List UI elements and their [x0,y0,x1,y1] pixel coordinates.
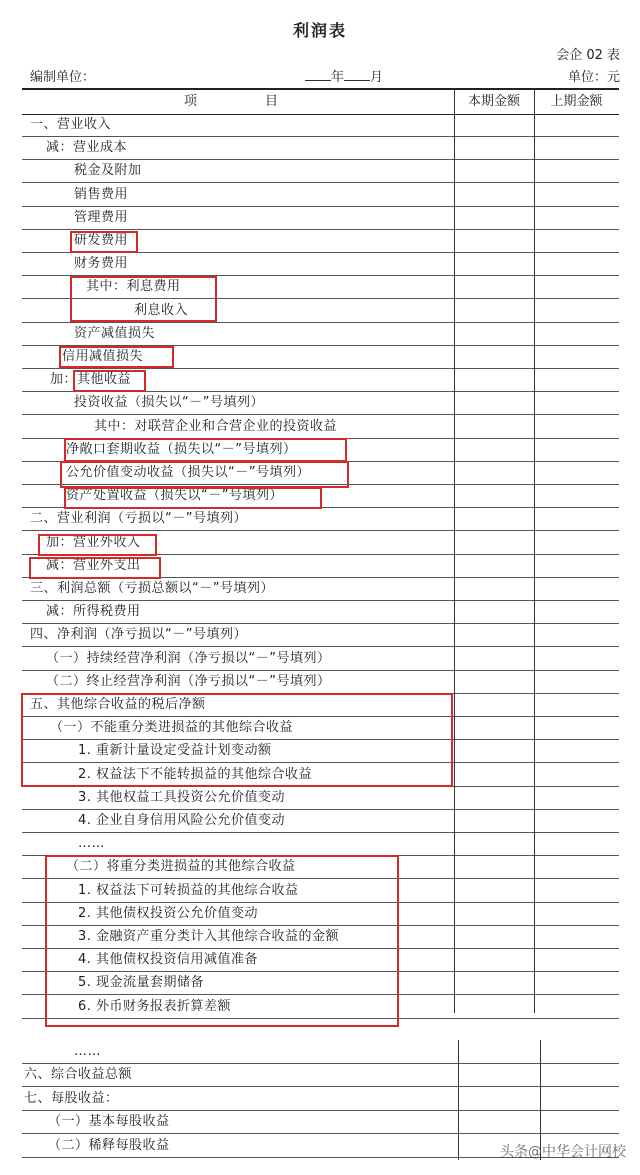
row-label: （一）持续经营净利润（净亏损以“－”号填列） [46,650,331,666]
row-label: （一）不能重分类进损益的其他综合收益 [50,720,294,736]
row-label: 财务费用 [74,256,129,272]
table-row [22,879,619,903]
previous-amount-cell[interactable] [534,206,619,229]
current-amount-cell[interactable] [454,136,534,159]
table-row [22,159,619,183]
current-amount-cell[interactable] [454,531,534,554]
current-amount-cell[interactable] [454,206,534,229]
previous-amount-cell[interactable] [534,415,619,438]
previous-amount-cell[interactable] [534,647,619,670]
previous-amount-cell[interactable] [534,136,619,159]
table-row [22,832,619,856]
current-amount-cell[interactable] [454,948,534,971]
current-amount-cell[interactable] [454,925,534,948]
row-label: …… [74,1044,101,1059]
row-label: 研发费用 [74,233,129,248]
row-label: 1. 权益法下可转损益的其他综合收益 [78,882,299,898]
table-row [22,229,619,253]
previous-amount-cell[interactable] [534,855,619,878]
previous-amount-cell[interactable] [534,275,619,298]
row-label: 税金及附加 [74,163,142,179]
unit-label: 单位：元 [567,70,620,85]
table-row [22,1040,619,1064]
row-label: 2. 其他债权投资公允价值变动 [78,905,259,921]
current-amount-cell[interactable] [454,554,534,577]
table-row [22,391,619,415]
col-item: 项 目 [183,94,292,109]
table-row [22,275,619,299]
row-label: （二）终止经营净利润（净亏损以“－”号填列） [46,673,331,689]
table-row [22,855,619,879]
current-amount-cell[interactable] [454,577,534,600]
previous-amount-cell[interactable] [534,531,619,554]
table-row [22,252,619,276]
current-amount-cell[interactable] [454,879,534,902]
watermark: 头条@中华会计网校 [500,1144,626,1160]
table-row [22,484,619,508]
current-amount-cell[interactable] [454,507,534,530]
col-current: 本期金额 [467,94,520,109]
previous-amount-cell[interactable] [534,809,619,832]
previous-amount-cell[interactable] [534,252,619,275]
row-label: 6. 外币财务报表折算差额 [78,998,232,1014]
previous-amount-cell[interactable] [534,902,619,925]
row-label: 减：营业成本 [46,140,128,156]
table-row [22,507,619,531]
table-row [22,948,619,972]
row-label: 信用减值损失 [62,349,144,364]
table-row [22,600,619,624]
previous-amount-cell[interactable] [534,345,619,368]
previous-amount-cell[interactable] [534,925,619,948]
current-amount-cell[interactable] [454,461,534,484]
row-label: 投资收益（损失以“－”号填列） [74,395,264,411]
previous-amount-cell[interactable] [534,693,619,716]
table-row [22,554,619,578]
prepared-by-label: 编制单位： [30,70,96,85]
previous-amount-cell[interactable] [534,786,619,809]
table-row [22,716,619,740]
table-row [22,531,619,555]
row-label: 1. 重新计量设定受益计划变动额 [78,743,272,759]
table-header [22,88,619,115]
current-amount-cell[interactable] [454,902,534,925]
previous-amount-cell[interactable] [534,113,619,136]
previous-amount-cell[interactable] [534,995,619,1018]
current-amount-cell[interactable] [454,971,534,994]
table-row [22,461,619,485]
form-code: 会企 02 表 [556,48,620,63]
table-row [22,299,619,323]
row-label: 六、综合收益总额 [24,1067,133,1083]
table-row [22,345,619,369]
current-amount-cell[interactable] [454,415,534,438]
table-row [22,1110,619,1134]
period-date [305,66,383,85]
row-label: 2. 权益法下不能转损益的其他综合收益 [78,766,313,782]
table-row [22,739,619,763]
row-label: 五、其他综合收益的税后净额 [30,697,206,712]
table-row [22,925,619,949]
previous-amount-cell[interactable] [534,879,619,902]
row-label: 利息收入 [134,302,189,318]
table-row [22,995,619,1019]
current-amount-cell[interactable] [454,693,534,716]
row-label: 加：其他收益 [50,372,132,388]
row-label: 其中：利息费用 [86,279,181,295]
column-divider [458,1040,459,1160]
previous-amount-cell[interactable] [534,623,619,646]
current-amount-cell[interactable] [454,299,534,322]
previous-amount-cell[interactable] [534,739,619,762]
table-row [22,113,619,137]
previous-amount-cell[interactable] [534,484,619,507]
row-label: 销售费用 [74,186,129,202]
table-row [22,670,619,694]
current-amount-cell[interactable] [454,229,534,252]
previous-amount-cell[interactable] [534,971,619,994]
row-label: 加：营业外收入 [46,534,141,550]
current-amount-cell[interactable] [454,600,534,623]
current-amount-cell[interactable] [454,670,534,693]
table-row [22,322,619,346]
row-label: 资产处置收益（损失以“－”号填列） [66,488,283,504]
current-amount-cell[interactable] [454,786,534,809]
current-amount-cell[interactable] [454,345,534,368]
previous-amount-cell[interactable] [534,159,619,182]
previous-amount-cell[interactable] [534,322,619,345]
row-label: （二）将重分类进损益的其他综合收益 [66,859,296,875]
column-divider [534,88,535,1013]
previous-amount-cell[interactable] [534,368,619,391]
page-title: 利润表 [292,21,347,40]
row-label: 减：所得税费用 [46,604,141,620]
column-divider [454,88,455,1013]
previous-amount-cell[interactable] [534,391,619,414]
row-label: 5. 现金流量套期储备 [78,975,205,991]
current-amount-cell[interactable] [454,275,534,298]
month-suffix: 月 [370,70,384,85]
row-label: 一、营业收入 [30,117,112,132]
row-label: 其中：对联营企业和合营企业的投资收益 [94,418,338,434]
previous-amount-cell[interactable] [534,183,619,206]
row-label: 三、利润总额（亏损总额以“－”号填列） [30,581,274,596]
row-label: （一）基本每股收益 [48,1114,170,1130]
current-amount-cell[interactable] [454,623,534,646]
current-amount-cell[interactable] [454,739,534,762]
table-row [22,415,619,439]
current-amount-cell[interactable] [454,391,534,414]
previous-amount-cell[interactable] [534,716,619,739]
row-label: 净敞口套期收益（损失以“－”号填列） [66,441,297,457]
table-row [22,438,619,462]
previous-amount-cell[interactable] [534,577,619,600]
row-label: 二、营业利润（亏损以“－”号填列） [30,511,247,527]
previous-amount-cell[interactable] [534,948,619,971]
row-label: 4. 其他债权投资信用减值准备 [78,952,259,968]
row-label: 七、每股收益： [24,1090,119,1106]
previous-amount-cell[interactable] [534,299,619,322]
table-row [22,206,619,230]
previous-amount-cell[interactable] [534,832,619,855]
current-amount-cell[interactable] [454,322,534,345]
row-label: （二）稀释每股收益 [48,1137,170,1153]
table-row [22,763,619,787]
previous-amount-cell[interactable] [534,438,619,461]
previous-amount-cell[interactable] [534,461,619,484]
previous-amount-cell[interactable] [534,670,619,693]
table-row [22,786,619,810]
table-row [22,647,619,671]
table-row [22,136,619,160]
current-amount-cell[interactable] [454,183,534,206]
row-label: 四、净利润（净亏损以“－”号填列） [30,627,247,643]
current-amount-cell[interactable] [454,832,534,855]
current-amount-cell[interactable] [454,368,534,391]
table-row [22,809,619,833]
current-amount-cell[interactable] [454,855,534,878]
previous-amount-cell[interactable] [534,763,619,786]
current-amount-cell[interactable] [454,252,534,275]
table-row [22,1087,619,1111]
current-amount-cell[interactable] [454,438,534,461]
row-label: 管理费用 [74,209,129,225]
current-amount-cell[interactable] [454,647,534,670]
row-label: 3. 其他权益工具投资公允价值变动 [78,789,286,805]
row-label: …… [78,836,105,852]
table-row [22,368,619,392]
row-label: 公允价值变动收益（损失以“－”号填列） [66,465,310,480]
previous-amount-cell[interactable] [534,229,619,252]
current-amount-cell[interactable] [454,809,534,832]
current-amount-cell[interactable] [454,484,534,507]
table-row [22,902,619,926]
current-amount-cell[interactable] [454,113,534,136]
row-label: 资产减值损失 [74,325,156,341]
table-row [22,577,619,601]
table-row [22,623,619,647]
table-row [22,183,619,207]
current-amount-cell[interactable] [454,763,534,786]
previous-amount-cell[interactable] [534,600,619,623]
col-previous: 上期金额 [550,94,603,109]
table-row [22,693,619,717]
table-row [22,971,619,995]
previous-amount-cell[interactable] [534,554,619,577]
current-amount-cell[interactable] [454,716,534,739]
current-amount-cell[interactable] [454,159,534,182]
row-label: 4. 企业自身信用风险公允价值变动 [78,813,286,828]
previous-amount-cell[interactable] [534,507,619,530]
table-row [22,1063,619,1087]
row-label: 3. 金融资产重分类计入其他综合收益的金额 [78,929,340,944]
current-amount-cell[interactable] [454,995,534,1018]
row-label: 减：营业外支出 [46,557,141,573]
year-suffix: 年 [331,70,345,85]
